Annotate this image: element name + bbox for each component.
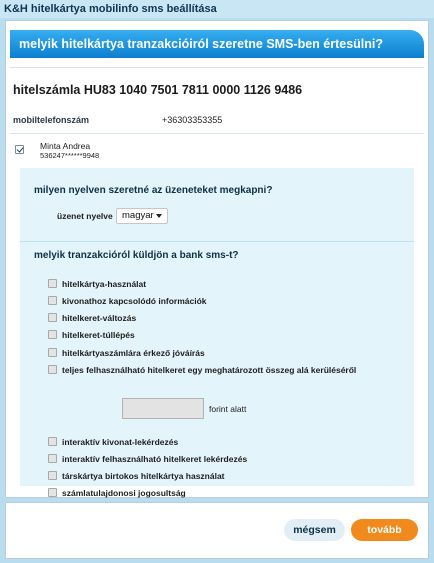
option-label: interaktív kivonat-lekérdezés bbox=[62, 437, 179, 447]
option-label: interaktív felhasználható hitelkeret lekérdezés bbox=[62, 454, 248, 464]
option-label: kivonathoz kapcsolódó információk bbox=[62, 296, 207, 306]
option-label: számlatulajdonosi jogosultság bbox=[62, 488, 186, 498]
option-checkbox[interactable] bbox=[48, 330, 57, 339]
option-checkbox[interactable] bbox=[48, 365, 57, 374]
divider bbox=[20, 241, 414, 242]
question-banner: melyik hitelkártya tranzakcióiról szeretne SMS-ben értesülni? bbox=[10, 30, 424, 58]
amount-suffix: forint alatt bbox=[209, 404, 247, 414]
main-panel bbox=[5, 20, 429, 498]
option-label: hitelkártyaszámlára érkező jóváírás bbox=[62, 348, 205, 358]
cancel-button[interactable]: mégsem bbox=[284, 519, 345, 541]
amount-input[interactable] bbox=[122, 398, 204, 419]
next-button[interactable]: tovább bbox=[351, 519, 418, 541]
divider bbox=[10, 133, 424, 134]
settings-area bbox=[20, 168, 414, 498]
option-label: társkártya birtokos hitelkártya használat bbox=[62, 471, 225, 481]
transactions-question: melyik tranzakcióról küldjön a bank sms-t? bbox=[34, 250, 239, 261]
divider bbox=[10, 67, 424, 68]
option-label: hitelkártya-használat bbox=[62, 279, 147, 289]
option-checkbox[interactable] bbox=[48, 279, 57, 288]
window-title: K&H hitelkártya mobilinfo sms beállítása bbox=[0, 0, 434, 18]
language-question: milyen nyelven szeretné az üzeneteket megkapni? bbox=[34, 185, 273, 196]
option-label: teljes felhasználható hitelkeret egy meghatározott összeg alá kerüléséről bbox=[62, 365, 357, 375]
option-label: hitelkeret-változás bbox=[62, 313, 137, 323]
card-checkbox[interactable] bbox=[15, 145, 24, 154]
option-label: hitelkeret-túllépés bbox=[62, 330, 135, 340]
phone-label: mobiltelefonszám bbox=[13, 115, 90, 125]
option-checkbox[interactable] bbox=[48, 296, 57, 305]
language-label: üzenet nyelve bbox=[57, 211, 113, 221]
card-number: 536247******9948 bbox=[40, 151, 100, 160]
option-checkbox[interactable] bbox=[48, 471, 57, 480]
option-checkbox[interactable] bbox=[48, 454, 57, 463]
option-checkbox[interactable] bbox=[48, 348, 57, 357]
language-selected: magyar bbox=[122, 210, 154, 221]
card-holder: Minta Andrea bbox=[40, 141, 91, 151]
option-checkbox[interactable] bbox=[48, 437, 57, 446]
account-number: hitelszámla HU83 1040 7501 7811 0000 1126 9486 bbox=[13, 83, 303, 97]
phone-value: +36303353355 bbox=[162, 115, 223, 125]
language-select[interactable] bbox=[116, 208, 168, 224]
option-checkbox[interactable] bbox=[48, 488, 57, 497]
option-checkbox[interactable] bbox=[48, 313, 57, 322]
chevron-down-icon bbox=[156, 214, 162, 218]
